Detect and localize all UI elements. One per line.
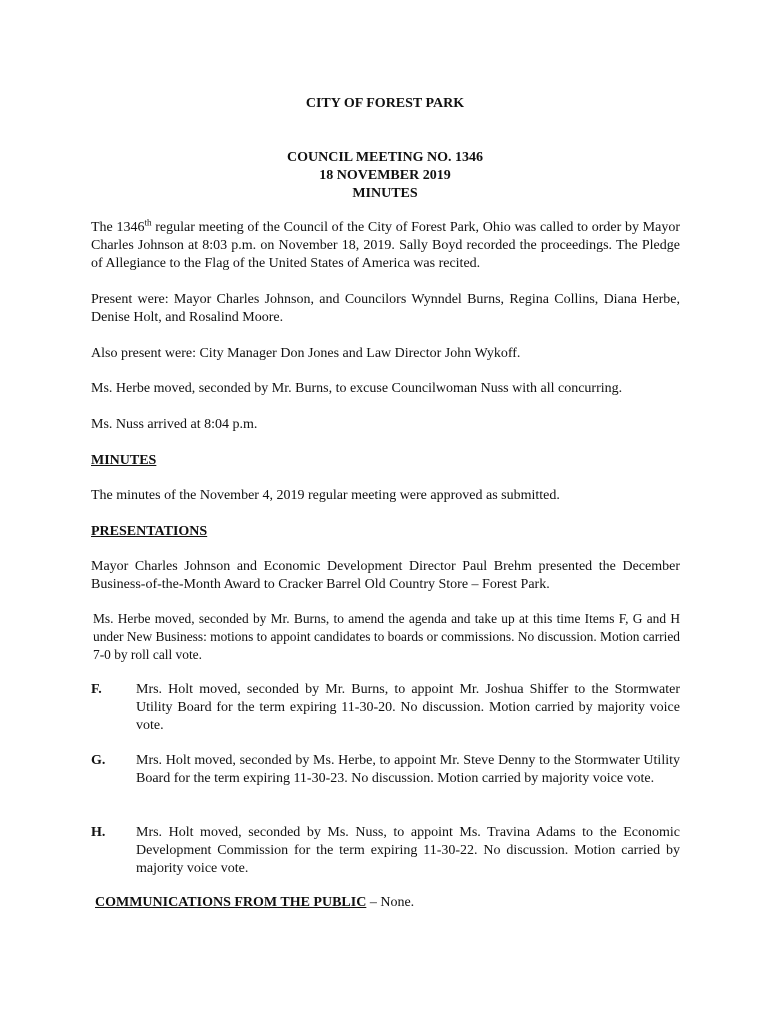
item-letter: G. — [91, 753, 106, 768]
meeting-date: 18 NOVEMBER 2019 — [319, 168, 451, 183]
communications-heading: COMMUNICATIONS FROM THE PUBLIC — [95, 895, 367, 910]
meeting-number: COUNCIL MEETING NO. 1346 — [286, 150, 484, 165]
city-title: CITY OF FOREST PARK — [305, 96, 465, 111]
item-letter: H. — [91, 825, 106, 840]
item-text: Mrs. Holt moved, seconded by Ms. Nuss, to appoint Ms. Travina Adams to the Economic Development Commission for the term expiring 11-30-22. No discussion. Motion carried by majority voice vote. — [136, 825, 680, 876]
also-present-paragraph: Also present were: City Manager Don Jones and Law Director John Wykoff. — [91, 346, 521, 361]
intro-superscript: th — [144, 217, 152, 228]
presentations-heading: PRESENTATIONS — [91, 524, 208, 539]
minutes-heading: MINUTES — [91, 453, 157, 468]
document-type: MINUTES — [352, 186, 418, 201]
intro-text-post: regular meeting of the Council of the City of Forest Park, Ohio was called to order by Mayor Charles Johnson at 8:03 p.m. on November 18, 2019. Sally Boyd recorded the proceedings. The Pledge of Allegiance to the Flag of the United States of America was recited. — [91, 220, 680, 271]
arrival-paragraph: Ms. Nuss arrived at 8:04 p.m. — [91, 417, 258, 432]
communications-line — [95, 894, 414, 912]
intro-paragraph — [91, 219, 680, 273]
communications-text: – None. — [366, 895, 415, 910]
intro-text-pre: The 1346 — [91, 220, 145, 235]
item-letter: F. — [91, 682, 102, 697]
minutes-paragraph: The minutes of the November 4, 2019 regular meeting were approved as submitted. — [91, 488, 560, 503]
amend-agenda-paragraph: Ms. Herbe moved, seconded by Mr. Burns, to amend the agenda and take up at this time Items F, G and H under New Business: motions to appoint candidates to boards or commissions. No discussion. Motion carried 7-0 by roll call vote. — [93, 611, 680, 662]
item-text: Mrs. Holt moved, seconded by Mr. Burns, to appoint Mr. Joshua Shiffer to the Stormwater Utility Board for the term expiring 11-30-20. No discussion. Motion carried by majority voice vote. — [136, 682, 680, 733]
presentations-paragraph: Mayor Charles Johnson and Economic Development Director Paul Brehm presented the December Business-of-the-Month Award to Cracker Barrel Old Country Store – Forest Park. — [91, 559, 680, 592]
excuse-motion-paragraph: Ms. Herbe moved, seconded by Mr. Burns, to excuse Councilwoman Nuss with all concurring. — [91, 381, 623, 396]
present-paragraph: Present were: Mayor Charles Johnson, and Councilors Wynndel Burns, Regina Collins, Diana Herbe, Denise Holt, and Rosalind Moore. — [91, 292, 680, 325]
item-text: Mrs. Holt moved, seconded by Ms. Herbe, to appoint Mr. Steve Denny to the Stormwater Utility Board for the term expiring 11-30-23. No discussion. Motion carried by majority voice vote. — [136, 753, 680, 786]
